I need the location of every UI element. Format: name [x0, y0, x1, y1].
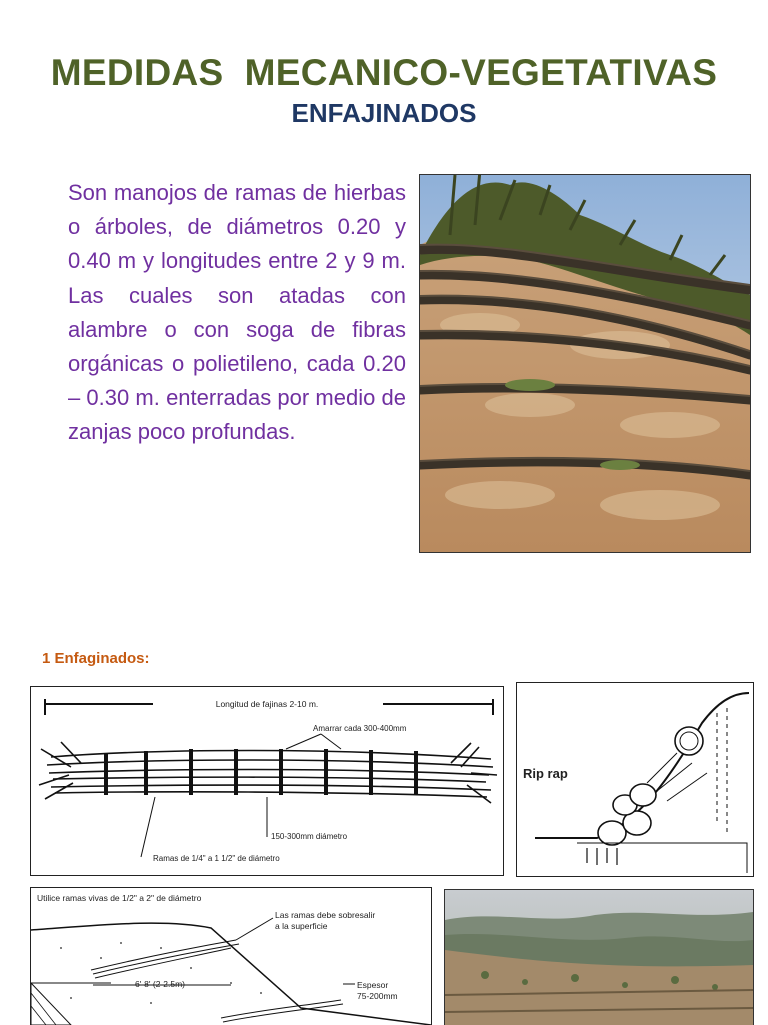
length-label: Longitud de fajinas 2-10 m. [215, 699, 319, 709]
diameter-label: 150-300mm diámetro [271, 832, 348, 841]
section-header-label: Utilice ramas vivas de 1/2" a 2" de diámetro [37, 893, 202, 903]
thickness-label-1: Espesor [357, 980, 389, 990]
figure-caption: 1 Enfaginados: [42, 650, 150, 667]
protrude-label-2: a la superficie [275, 921, 328, 931]
spacing-label: 6'-8' (2-2.5m) [135, 979, 186, 989]
fascine-slope-photo [419, 174, 751, 553]
description-paragraph: Son manojos de ramas de hierbas o árboles, de diámetros 0.20 y 0.40 m y longitudes entre 2 y 9 m. Las cuales son atadas con alambre o con soga de fibras orgánicas o polietileno, cada 0.20 – 0.30 m. enterradas por medio de zanjas poco profundas. [68, 180, 406, 445]
thickness-label-2: 75-200mm [357, 991, 398, 1001]
fascine-bundle-diagram [30, 686, 504, 876]
branches-label: Ramas de 1/4" a 1 1/2" de diámetro [153, 854, 280, 863]
cross-section-diagram [30, 887, 432, 1025]
slide-title: MEDIDAS MECANICO-VEGETATIVAS [50, 52, 718, 93]
tie-label: Amarrar cada 300-400mm [313, 724, 407, 733]
protrude-label-1: Las ramas debe sobresalir [275, 910, 376, 920]
landscape-photo [444, 889, 754, 1025]
slide-subtitle: ENFAJINADOS [291, 98, 477, 128]
riprap-label: Rip rap [523, 766, 568, 781]
slope-riprap-diagram [516, 682, 754, 877]
